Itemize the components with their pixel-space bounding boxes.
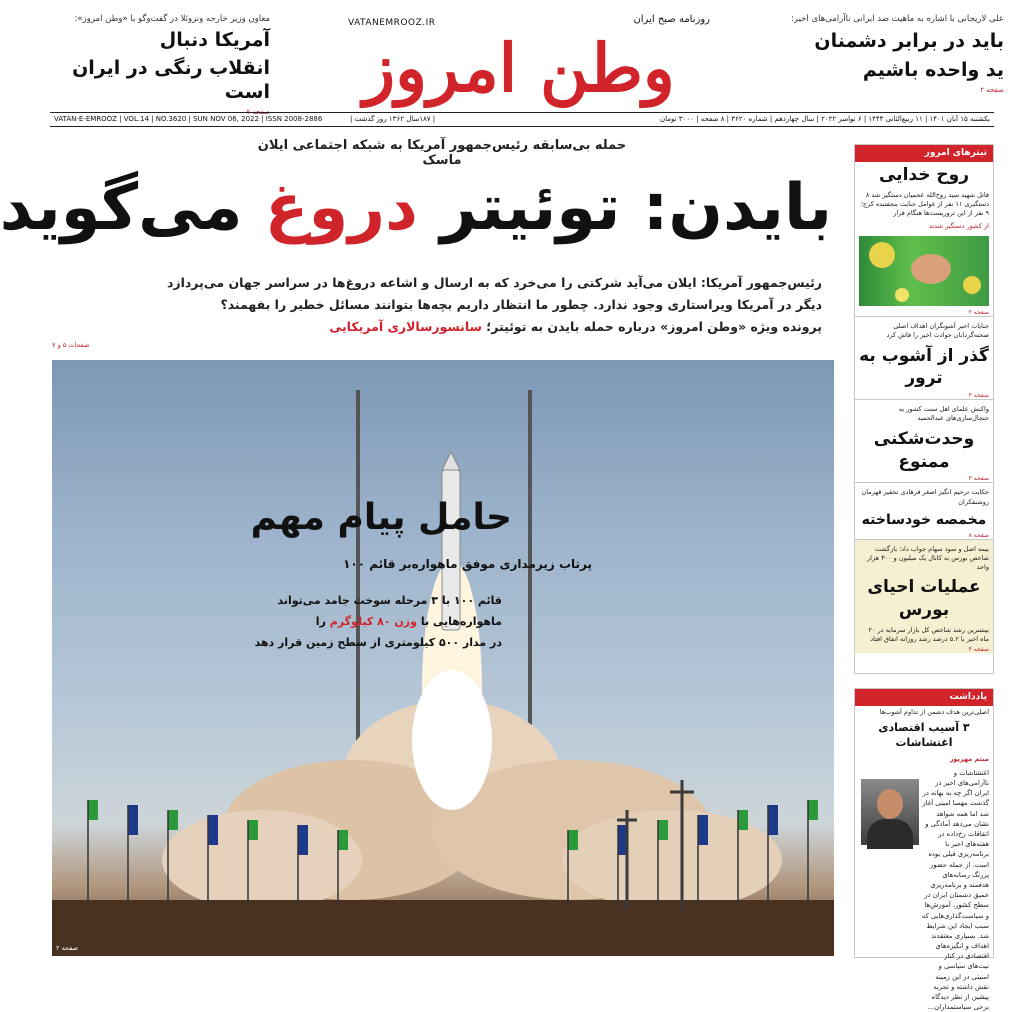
sidebar-item-3[interactable] xyxy=(855,399,993,482)
photo-caption xyxy=(232,590,502,653)
caption-highlight: وزن ۸۰ کیلوگرم xyxy=(329,615,417,628)
masthead-logo xyxy=(284,8,754,108)
note-author: میثم مهرپور xyxy=(949,754,989,763)
headline-highlight: دروغ xyxy=(264,171,418,245)
masthead-left-story[interactable] xyxy=(40,14,270,116)
story-kicker: علی لاریجانی با اشاره به ماهیت ضد ایرانی ناآرامی‌های اخیر: xyxy=(791,14,1004,24)
story-headline: آمریکا دنبال xyxy=(159,29,270,52)
rocket-scene xyxy=(52,360,834,956)
lead-line: دیگر در آمریکا ویراستاری وجود ندارد. چطور ما انتظار داریم بچه‌ها بتوانند مسائل خطیر را بفهمند؟ xyxy=(220,297,822,312)
sidebar xyxy=(854,144,994,1012)
item-kicker: جنایات اخیر آشوبگران اهداف اصلی صحنه‌گردانان حوادث اخیر را فاش کرد xyxy=(886,322,989,340)
note-kicker: اصلی‌ترین هدف دشمن از تداوم آشوب‌ها xyxy=(879,708,989,716)
page-ref: صفحات ۵ و ۷ xyxy=(52,341,90,349)
page-ref: صفحه ۸ xyxy=(968,531,989,539)
item-kicker: واکنش علمای اهل سنت کشور به جنجال‌سازی‌های عبدالحمید xyxy=(898,405,989,423)
item-headline: روح خدایی xyxy=(878,165,969,185)
author-photo xyxy=(861,779,919,845)
martyr-photo xyxy=(859,236,989,306)
issue-info-fa: یکشنبه ۱۵ آبان ۱۴۰۱ | ۱۱ ربیع‌الثانی ۱۴۴۴ | ۶ نوامبر ۲۰۲۲ | سال چهاردهم | شماره ۳۶۲۰ | ۸ صفحه | ۳۰۰۰ تومان xyxy=(660,115,990,123)
headlines-section xyxy=(854,144,994,674)
main-lead xyxy=(142,272,822,338)
item-headline: وحدت‌شکنی ممنوع xyxy=(873,428,975,472)
page-ref: صفحه ۲ xyxy=(56,944,79,952)
photo-subtitle: پرتاب زیرمداری موفق ماهواره‌بر قائم ۱۰۰ xyxy=(343,557,592,571)
brand-logo: وطن امروز xyxy=(363,29,675,107)
caption-line: قائم ۱۰۰ با ۳ مرحله سوخت جامد می‌تواند xyxy=(277,594,502,607)
item-kicker: بیمه اصل و سود سهام جواب داد؛ بازگشت شاخص بورس به کانال یک میلیون و ۳۰۰ هزار واحد xyxy=(867,544,989,571)
page-ref: صفحه ۳ xyxy=(968,475,989,483)
page-ref: صفحه ۴ xyxy=(968,645,989,653)
sidebar-item-5[interactable] xyxy=(855,539,993,653)
caption-text: ماهواره‌هایی با xyxy=(420,615,502,628)
issue-info-en: VATAN-E-EMROOZ | VOL.14 | NO.3620 | SUN NOV 06, 2022 | ISSN 2008-2886 xyxy=(54,115,323,123)
caption-line xyxy=(232,611,502,632)
lead-text: پرونده ویژه «وطن امروز» درباره حمله بایدن به توئیتر؛ xyxy=(486,319,822,334)
issue-info-bar xyxy=(50,113,994,125)
main-headline[interactable] xyxy=(0,160,832,256)
headline-part: می‌گوید xyxy=(0,171,243,245)
section-label: تیترهای امروز xyxy=(855,145,993,162)
story-kicker: معاون وزیر خارجه ونزوئلا در گفت‌وگو با «وطن امروز»: xyxy=(74,14,270,24)
story-headline: انقلاب رنگی در ایران است xyxy=(72,56,270,103)
item-note: بیشترین رشد شاخص کل بازار سرمایه در ۲۰ ماه اخیر با ۵.۲ درصد رشد روزانه اتفاق افتاد xyxy=(868,625,989,643)
lead-line: رئیس‌جمهور آمریکا: ایلان می‌آید شرکتی را می‌خرد که به ارسال و اشاعه دروغ‌ها در سراسر جهان می‌پردازد xyxy=(167,275,822,290)
note-headline: ۳ آسیب اقتصادی اغتشاشات xyxy=(878,721,970,749)
sidebar-item-1[interactable] xyxy=(855,162,993,316)
headline-part: بایدن: توئیتر xyxy=(440,171,832,245)
story-headline: باید در برابر دشمنان xyxy=(814,30,1004,53)
lead-highlight[interactable]: سانسورسالاری آمریکایی xyxy=(329,319,482,334)
main-kicker: حمله بی‌سابقه رئیس‌جمهور آمریکا به شبکه اجتماعی ایلان ماسک xyxy=(257,138,627,168)
caption-text: را xyxy=(315,615,326,628)
page-ref: صفحه ۲ xyxy=(980,86,1004,95)
item-kicker: قاتل شهید سید روح‌الله عجمیان دستگیر شد ۸ دستگیری ۱۱ نفر از عوامل جنایت بنجفتبده کرج؛ ۹ نفر از این تروریست‌ها هنگام فرار xyxy=(860,190,989,218)
section-label: یادداشت xyxy=(855,689,993,706)
divider xyxy=(50,126,994,127)
item-headline: عملیات احیای بورس xyxy=(867,576,981,620)
note-body: اغتشاشات و ناآرامی‌های اخیر در ایران اگر چه به بهانه در گذشت مهسا امینی آغاز شد اما همه شواهد نشان می‌دهد آمادگی و اتفاقات رخ‌داده در هفته‌های اخیر با برنامه‌ریزی قبلی بوده است. از جمله حضور پررنگ رسانه‌های هدفمند و برنامه‌ریزی عمیق دشمنان ایران در سطح کشور، آموزش‌ها و سیاست‌گذاری‌هایی که سبب ایجاد این شرایط شد. بسیاری معتقدند اهداف و انگیزه‌های اقتصادی در کنار نیت‌های سیاسی و امنیتی در این زمینه نقش داشته و تجربه پیشین از نظر دیدگاه برخی سیاستمداران... xyxy=(921,768,989,1012)
sidebar-item-2[interactable] xyxy=(855,316,993,399)
item-kicker: حکایت ترحیم انگیز اصغر فرهادی تحقیر قهرمان روشنفکران xyxy=(861,488,989,506)
page-ref: صفحه ۲ xyxy=(968,309,989,317)
item-headline: گذر از آشوب به ترور xyxy=(859,345,989,389)
tagline: روزنامه صبح ایران xyxy=(633,14,710,25)
photo-title: حامل پیام مهم xyxy=(250,497,512,538)
story-headline: ید واحده باشیم xyxy=(862,58,1004,81)
caption-line: در مدار ۵۰۰ کیلومتری از سطح زمین قرار دهد xyxy=(254,636,502,649)
sidebar-item-4[interactable] xyxy=(855,482,993,538)
rocket-launch-photo xyxy=(52,360,834,956)
page-ref: صفحه ۳ xyxy=(968,392,989,400)
lead-line xyxy=(142,316,822,338)
masthead-right-story[interactable] xyxy=(779,14,1004,94)
note-section[interactable] xyxy=(854,688,994,1012)
issue-info-mid: | ۱۸۷سال ۱۳۶۲ روز گذشت | xyxy=(350,115,436,123)
item-headline: مخمصه خودساخته xyxy=(861,511,987,528)
site-url: VATANEMROOZ.IR xyxy=(348,18,436,28)
item-kicker-highlight: از کشور دستگیر شدند xyxy=(928,222,989,231)
